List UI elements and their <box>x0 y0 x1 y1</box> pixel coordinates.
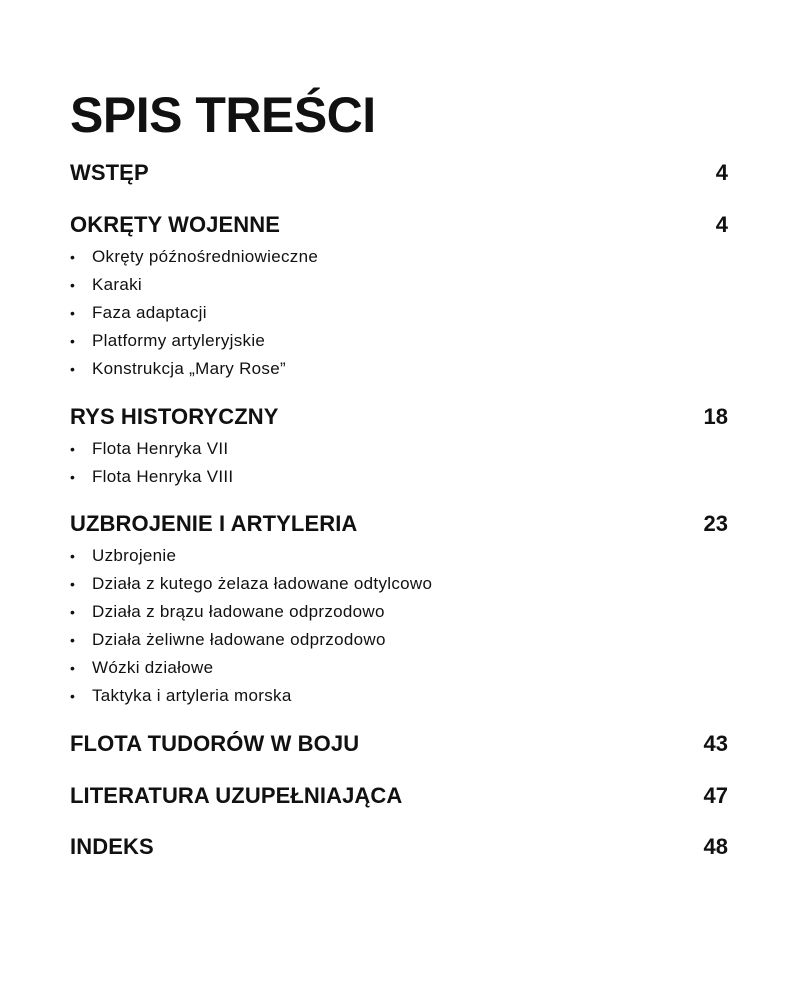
subsection-item <box>70 570 730 598</box>
subsection-label: Uzbrojenie <box>92 546 177 565</box>
toc-section-heading <box>70 781 730 811</box>
subsection-item <box>70 682 730 710</box>
subsection-label: Taktyka i artyleria morska <box>92 686 292 705</box>
subsection-item <box>70 243 730 271</box>
section-title: RYS HISTORYCZNY <box>70 404 279 429</box>
toc-section-flota-tudorow-w-boju <box>70 729 730 759</box>
bullet-icon: • <box>70 333 76 349</box>
toc-section-wstep <box>70 158 730 188</box>
bullet-icon: • <box>70 305 76 321</box>
toc-section-heading <box>70 158 730 188</box>
subsection-item <box>70 271 730 299</box>
bullet-icon: • <box>70 469 76 485</box>
toc-section-literatura-uzupelniajaca <box>70 781 730 811</box>
bullet-icon: • <box>70 361 76 377</box>
toc-section-heading <box>70 210 730 240</box>
subsection-list <box>70 435 730 491</box>
section-page-number: 48 <box>703 834 728 859</box>
subsection-list <box>70 243 730 383</box>
bullet-icon: • <box>70 632 76 648</box>
subsection-label: Wózki działowe <box>92 658 214 677</box>
subsection-label: Flota Henryka VIII <box>92 467 234 486</box>
subsection-label: Działa żeliwne ładowane odprzodowo <box>92 630 386 649</box>
subsection-item <box>70 299 730 327</box>
subsection-label: Działa z brązu ładowane odprzodowo <box>92 602 385 621</box>
page-title: SPIS TREŚCI <box>70 87 376 143</box>
subsection-item <box>70 542 730 570</box>
section-title: INDEKS <box>70 834 154 859</box>
subsection-item <box>70 327 730 355</box>
bullet-icon: • <box>70 688 76 704</box>
subsection-item <box>70 355 730 383</box>
subsection-item <box>70 654 730 682</box>
subsection-label: Platformy artyleryjskie <box>92 331 266 350</box>
subsection-item <box>70 463 730 491</box>
toc-section-heading <box>70 832 730 862</box>
toc-section-rys-historyczny <box>70 402 730 491</box>
bullet-icon: • <box>70 548 76 564</box>
section-page-number: 18 <box>703 404 728 429</box>
subsection-item <box>70 435 730 463</box>
section-page-number: 4 <box>715 212 728 237</box>
bullet-icon: • <box>70 249 76 265</box>
section-page-number: 43 <box>703 731 728 756</box>
subsection-item <box>70 626 730 654</box>
section-title: UZBROJENIE I ARTYLERIA <box>70 511 358 536</box>
table-of-contents-page <box>70 0 730 983</box>
subsection-label: Konstrukcja „Mary Rose” <box>92 359 286 378</box>
subsection-label: Karaki <box>92 275 142 294</box>
bullet-icon: • <box>70 604 76 620</box>
toc-section-okrety-wojenne <box>70 210 730 383</box>
section-page-number: 47 <box>703 783 728 808</box>
section-page-number: 4 <box>715 160 728 185</box>
toc-section-heading <box>70 509 730 539</box>
subsection-label: Działa z kutego żelaza ładowane odtylcowo <box>92 574 433 593</box>
bullet-icon: • <box>70 660 76 676</box>
subsection-label: Okręty późnośredniowieczne <box>92 247 319 266</box>
section-title: OKRĘTY WOJENNE <box>70 212 281 237</box>
subsection-item <box>70 598 730 626</box>
bullet-icon: • <box>70 576 76 592</box>
section-title: WSTĘP <box>70 160 149 185</box>
toc-section-heading <box>70 729 730 759</box>
section-title: LITERATURA UZUPEŁNIAJĄCA <box>70 783 403 808</box>
toc-section-indeks <box>70 832 730 862</box>
bullet-icon: • <box>70 441 76 457</box>
bullet-icon: • <box>70 277 76 293</box>
subsection-label: Faza adaptacji <box>92 303 207 322</box>
toc-section-uzbrojenie-i-artyleria <box>70 509 730 710</box>
section-page-number: 23 <box>703 511 728 536</box>
subsection-list <box>70 542 730 710</box>
section-title: FLOTA TUDORÓW W BOJU <box>70 731 360 756</box>
subsection-label: Flota Henryka VII <box>92 439 229 458</box>
toc-section-heading <box>70 402 730 432</box>
